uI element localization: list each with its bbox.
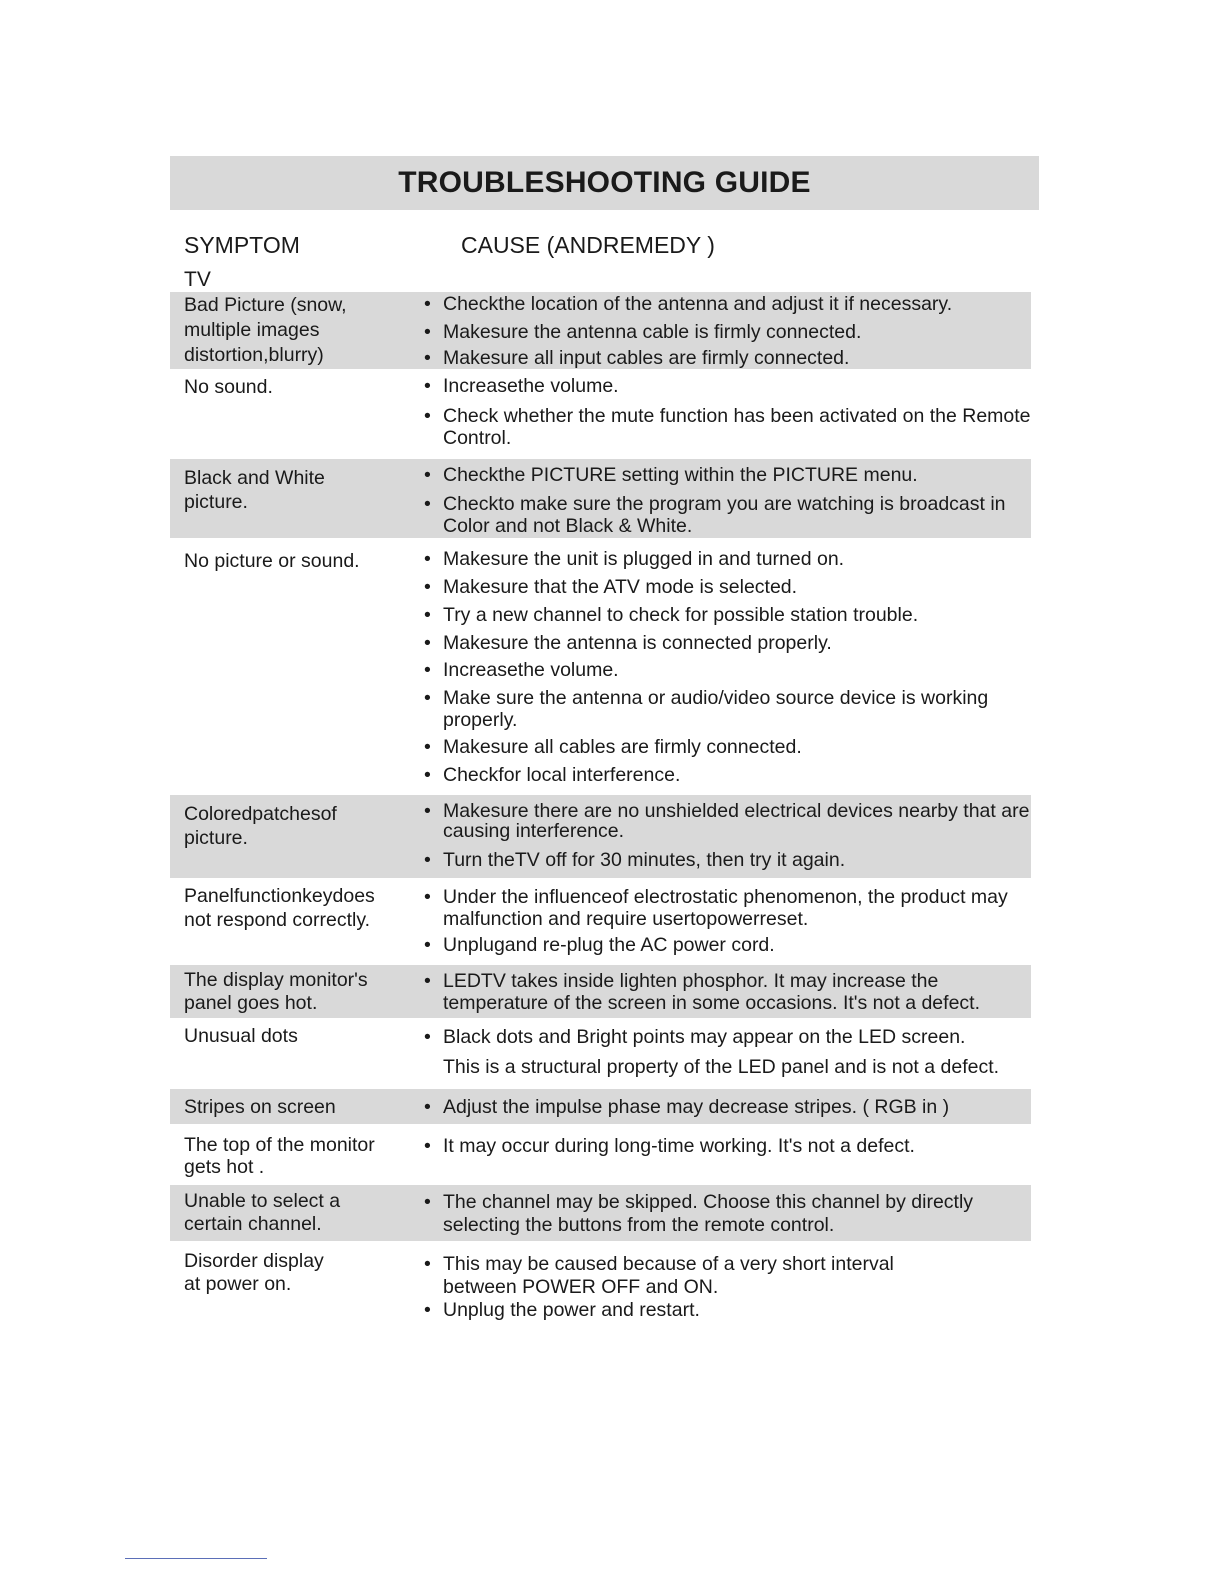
section-label-tv: TV <box>184 268 211 291</box>
bullet-icon: • <box>424 293 431 315</box>
symptom-text <box>184 1024 414 1048</box>
cause-item: • The channel may be skipped. Choose this channel by directly selecting the buttons from the remote control. <box>424 1191 974 1236</box>
symptom-line: picture. <box>184 827 248 849</box>
symptom-line: The display monitor's <box>184 969 368 991</box>
trouble-row-top-hot <box>170 1124 1031 1185</box>
symptom-line: Bad Picture (snow, <box>184 294 347 316</box>
cause-item: • Makesure that the ATV mode is selected. <box>424 576 798 598</box>
cause-item: • LEDTV takes inside lighten phosphor. It may increase the temperature of the screen in some occasions. It's not a defect. <box>424 970 981 1014</box>
symptom-column-header: SYMPTOM <box>184 232 300 258</box>
symptom-line: The top of the monitor <box>184 1134 375 1156</box>
symptom-text <box>184 884 414 932</box>
cause-item: • Checkto make sure the program you are watching is broadcast in Color and not Black & White. <box>424 493 1006 537</box>
trouble-row-black-white <box>170 459 1031 538</box>
bullet-icon: • <box>424 1135 431 1157</box>
cause-item: • Checkthe location of the antenna and adjust it if necessary. <box>424 293 953 315</box>
cause-list <box>424 1135 1034 1157</box>
bullet-icon: • <box>424 970 431 992</box>
symptom-line: Coloredpatchesof <box>184 803 337 825</box>
cause-note: This is a structural property of the LED panel and is not a defect. <box>443 1056 1000 1078</box>
symptom-line: multiple images <box>184 319 320 341</box>
bullet-icon: • <box>424 736 431 758</box>
cause-item: • Unplugand re-plug the AC power cord. <box>424 934 775 956</box>
cause-list <box>424 1253 944 1322</box>
symptom-line: gets hot . <box>184 1156 265 1178</box>
cause-list <box>424 548 1034 786</box>
symptom-line: Stripes on screen <box>184 1096 336 1118</box>
cause-item: • Makesure all cables are firmly connected. <box>424 736 802 758</box>
symptom-text <box>184 802 414 850</box>
cause-item: • Makesure the unit is plugged in and turned on. <box>424 548 845 570</box>
bullet-icon: • <box>424 576 431 598</box>
symptom-line: Disorder display <box>184 1250 324 1272</box>
symptom-line: at power on. <box>184 1273 292 1295</box>
trouble-row-bad-picture <box>170 292 1031 369</box>
cause-list <box>424 1191 1034 1237</box>
symptom-line: No sound. <box>184 376 273 398</box>
bullet-icon: • <box>424 604 431 626</box>
cause-item: • Makesure the antenna cable is firmly connected. <box>424 321 862 343</box>
bullet-icon: • <box>424 687 431 709</box>
bullet-icon: • <box>424 659 431 681</box>
symptom-text <box>184 1134 414 1178</box>
cause-list <box>424 970 1036 1014</box>
trouble-row-select-channel <box>170 1185 1031 1241</box>
trouble-row-unusual-dots <box>170 1018 1031 1089</box>
cause-item: • This may be caused because of a very short interval between POWER OFF and ON. <box>424 1253 894 1298</box>
bullet-icon: • <box>424 405 431 427</box>
symptom-line: distortion,blurry) <box>184 344 324 366</box>
cause-item: • Under the influenceof electrostatic phenomenon, the product may malfunction and require usertopowerreset. <box>424 886 1008 930</box>
cause-item: • Unplug the power and restart. <box>424 1299 700 1321</box>
symptom-line: Black and White <box>184 467 325 489</box>
cause-item: • Increasethe volume. <box>424 659 619 681</box>
bullet-icon: • <box>424 464 431 486</box>
cause-list <box>424 1026 1044 1078</box>
bullet-icon: • <box>424 548 431 570</box>
bullet-icon: • <box>424 1191 431 1213</box>
cause-item: • Try a new channel to check for possible station trouble. <box>424 604 919 626</box>
symptom-text <box>184 1190 414 1236</box>
cause-item: • Check whether the mute function has been activated on the Remote Control. <box>424 405 1031 449</box>
symptom-text <box>184 549 414 573</box>
cause-item: • Makesure there are no unshielded electrical devices nearby that are causing interference. <box>424 800 1030 842</box>
bullet-icon: • <box>424 1096 431 1118</box>
bullet-icon: • <box>424 886 431 908</box>
bullet-icon: • <box>424 375 431 397</box>
cause-list <box>424 886 1034 956</box>
bullet-icon: • <box>424 1253 431 1275</box>
bullet-icon: • <box>424 347 431 369</box>
cause-item: • Checkfor local interference. <box>424 764 681 786</box>
bullet-icon: • <box>424 632 431 654</box>
bullet-icon: • <box>424 1026 431 1048</box>
cause-item: • Makesure all input cables are firmly connected. <box>424 347 850 369</box>
symptom-line: certain channel. <box>184 1213 322 1235</box>
bullet-icon: • <box>424 800 431 822</box>
footer-rule <box>125 1558 267 1559</box>
cause-item: • Black dots and Bright points may appear on the LED screen. <box>424 1026 966 1048</box>
bullet-icon: • <box>424 934 431 956</box>
symptom-line: No picture or sound. <box>184 550 360 572</box>
symptom-text <box>184 969 414 1015</box>
symptom-text <box>184 1095 414 1119</box>
symptom-text <box>184 293 414 368</box>
cause-item: • Checkthe PICTURE setting within the PICTURE menu. <box>424 464 918 486</box>
cause-item: • Make sure the antenna or audio/video source device is working properly. <box>424 687 989 731</box>
cause-list <box>424 1096 1034 1118</box>
cause-list <box>424 801 1034 871</box>
symptom-text <box>184 1250 414 1296</box>
trouble-row-no-picture-sound <box>170 538 1031 795</box>
cause-column-header: CAUSE (ANDREMEDY ) <box>461 232 715 258</box>
bullet-icon: • <box>424 493 431 515</box>
cause-item: • Makesure the antenna is connected properly. <box>424 632 832 654</box>
bullet-icon: • <box>424 849 431 871</box>
trouble-row-stripes <box>170 1089 1031 1124</box>
trouble-row-panel-key <box>170 878 1031 965</box>
bullet-icon: • <box>424 764 431 786</box>
symptom-line: panel goes hot. <box>184 992 318 1014</box>
symptom-line: not respond correctly. <box>184 909 371 931</box>
cause-item: • It may occur during long-time working. It's not a defect. <box>424 1135 915 1157</box>
cause-list <box>424 464 1034 537</box>
cause-list <box>424 375 1034 449</box>
symptom-line: Panelfunctionkeydoes <box>184 885 375 907</box>
symptom-line: picture. <box>184 491 248 513</box>
symptom-line: Unable to select a <box>184 1190 341 1212</box>
trouble-row-panel-hot <box>170 965 1031 1018</box>
bullet-icon: • <box>424 321 431 343</box>
title-bar <box>170 156 1039 210</box>
cause-list <box>424 293 1034 369</box>
symptom-line: Unusual dots <box>184 1025 298 1047</box>
cause-item: • Adjust the impulse phase may decrease stripes. ( RGB in ) <box>424 1096 950 1118</box>
trouble-row-no-sound <box>170 369 1031 459</box>
symptom-text <box>184 466 414 514</box>
trouble-row-disorder-display <box>170 1241 1031 1331</box>
symptom-text <box>184 375 414 399</box>
cause-item: • Increasethe volume. <box>424 375 619 397</box>
page-title: TROUBLESHOOTING GUIDE <box>398 166 811 199</box>
trouble-row-colored-patches <box>170 795 1031 878</box>
cause-item: • Turn theTV off for 30 minutes, then try it again. <box>424 849 846 871</box>
bullet-icon: • <box>424 1299 431 1321</box>
